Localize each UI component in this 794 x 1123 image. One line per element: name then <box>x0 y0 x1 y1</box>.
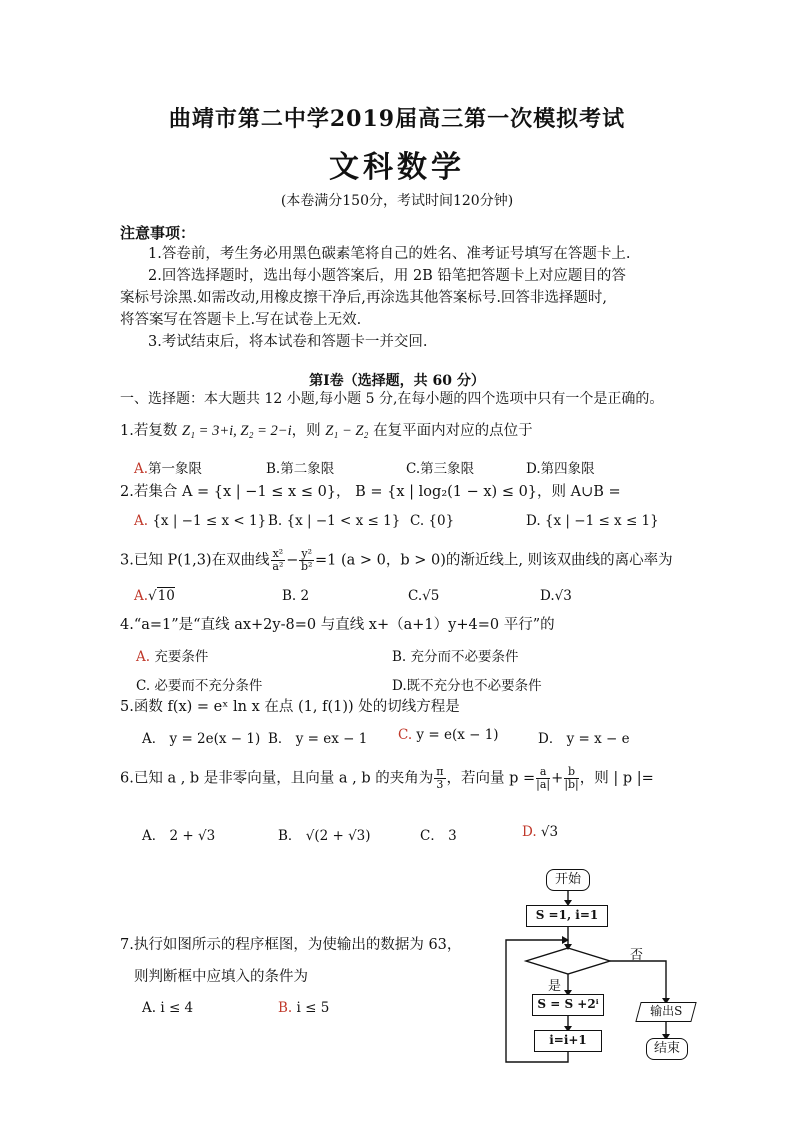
q6-option-b: B． √(2 + √3) <box>278 828 371 844</box>
q5-option-b: B． y = ex − 1 <box>268 731 368 747</box>
instruction-line: 1.答卷前，考生务必用黑色碳素笔将自己的姓名、准考证号填写在答题卡上. <box>148 246 631 262</box>
q5-option-d: D． y = x − e <box>538 731 630 747</box>
instruction-line: 2.回答选择题时，选出每小题答案后，用 2B 铅笔把答题卡上对应题目的答 <box>148 268 626 284</box>
instructions-heading: 注意事项： <box>120 224 196 242</box>
question-1-stem: 1.若复数 Z₁ = 3+i, Z₂ = 2−i，则 Z₁ − Z₂ 在复平面内对应的点位于 <box>120 423 533 439</box>
q1-option-c: C.第三象限 <box>406 461 475 477</box>
q6-option-c: C． 3 <box>420 828 457 844</box>
question-7-stem: 7.执行如图所示的程序框图，为使输出的数据为 63， <box>120 937 462 953</box>
q6-option-d: D. √3 <box>522 824 559 840</box>
flowchart-init: S =1, i=1 <box>526 905 608 927</box>
q1-option-a: A.第一象限 <box>134 461 203 477</box>
q4-option-a: A. 充要条件 <box>136 649 209 665</box>
fraction-x2-a2: $\frac{\text{x²}}{\text{a²}}$ <box>272 547 284 573</box>
q2-option-d: D. {x | −1 ≤ x ≤ 1} <box>526 513 659 529</box>
fraction-a-norm: $\frac{a}{|a|}$ <box>536 765 551 791</box>
flowchart-output: 输出S <box>635 1002 696 1022</box>
exam-title: 曲靖市第二中学2019届高三第一次模拟考试 <box>168 106 626 132</box>
q3-option-a: A.√10 <box>134 588 175 604</box>
flowchart-increment: i=i+1 <box>534 1030 602 1052</box>
q3-option-b: B. 2 <box>282 588 310 604</box>
q3-option-d: D.√3 <box>540 588 572 604</box>
instruction-line: 案标号涂黑.如需改动,用橡皮擦干净后,再涂选其他答案标号.回答非选择题时, <box>120 290 608 306</box>
q1-option-d: D.第四象限 <box>526 461 595 477</box>
instruction-line: 将答案写在答题卡上.写在试卷上无效. <box>120 312 362 328</box>
exam-note: (本卷满分150分，考试时间120分钟) <box>280 193 514 209</box>
q7-option-b: B. i ≤ 5 <box>278 1000 330 1016</box>
flowchart-no-label: 否 <box>630 948 644 963</box>
fraction-pi-3: $\frac{\pi}{3}$ <box>436 765 444 791</box>
q2-option-b: B. {x | −1 < x ≤ 1} <box>268 513 401 529</box>
exam-subject: 文科数学 <box>329 150 465 185</box>
question-2-stem: 2.若集合 A = {x | −1 ≤ x ≤ 0}， B = {x | log₂(1 − x) ≤ 0}，则 A∪B = <box>120 484 621 500</box>
q2-option-c: C. {0} <box>410 513 455 529</box>
q4-option-c: C. 必要而不充分条件 <box>136 678 263 694</box>
instruction-line: 3.考试结束后，将本试卷和答题卡一并交回. <box>148 334 428 350</box>
flowchart-start: 开始 <box>546 869 590 891</box>
q5-option-a: A． y = 2e(x − 1) <box>142 731 261 747</box>
section-intro: 一、选择题：本大题共 12 小题,每小题 5 分,在每小题的四个选项中只有一个是正确的。 <box>120 391 664 407</box>
q2-option-a: A. {x | −1 ≤ x < 1} <box>134 513 267 529</box>
question-4-stem: 4.“a=1”是“直线 ax+2y-8=0 与直线 x+（a+1）y+4=0 平行”的 <box>120 617 555 633</box>
fraction-y2-b2: $\frac{\text{y²}}{\text{b²}}$ <box>300 547 313 573</box>
fraction-b-norm: $\frac{b}{|b|}$ <box>564 765 579 791</box>
q7-option-a: A. i ≤ 4 <box>142 1000 194 1016</box>
flowchart-end: 结束 <box>646 1038 688 1060</box>
q3-option-c: C.√5 <box>408 588 440 604</box>
flowchart-yes-label: 是 <box>548 979 562 994</box>
q1-option-b: B.第二象限 <box>266 461 335 477</box>
q4-option-b: B. 充分而不必要条件 <box>392 649 519 665</box>
question-6-stem: 6.已知 a , b 是非零向量，且向量 a , b 的夹角为 $\frac{\pi}{3}$ ，若向量 p = $\frac{a}{|a|}$ + $\frac{b}{|b|}$ ，则 | p |= <box>120 765 654 791</box>
q6-option-a: A． 2 + √3 <box>142 828 216 844</box>
flowchart-update: S = S +2ⁱ <box>532 994 604 1016</box>
question-7-stem-2: 则判断框中应填入的条件为 <box>134 969 308 985</box>
question-3-stem: 3.已知 P(1,3)在双曲线 $\frac{\text{x²}}{\text{a²}}$ − $\frac{\text{y²}}{\text{b²}}$ =1 (a > 0，b > 0)的渐近线上, 则该双曲线的离心率为 <box>120 547 673 573</box>
q5-option-c: C. y = e(x − 1) <box>398 727 499 743</box>
question-5-stem: 5.函数 f(x) = eˣ ln x 在点 (1, f(1)) 处的切线方程是 <box>120 699 460 715</box>
section-title: 第Ⅰ卷（选择题，共 60 分） <box>309 373 485 389</box>
q4-option-d: D.既不充分也不必要条件 <box>392 678 542 694</box>
